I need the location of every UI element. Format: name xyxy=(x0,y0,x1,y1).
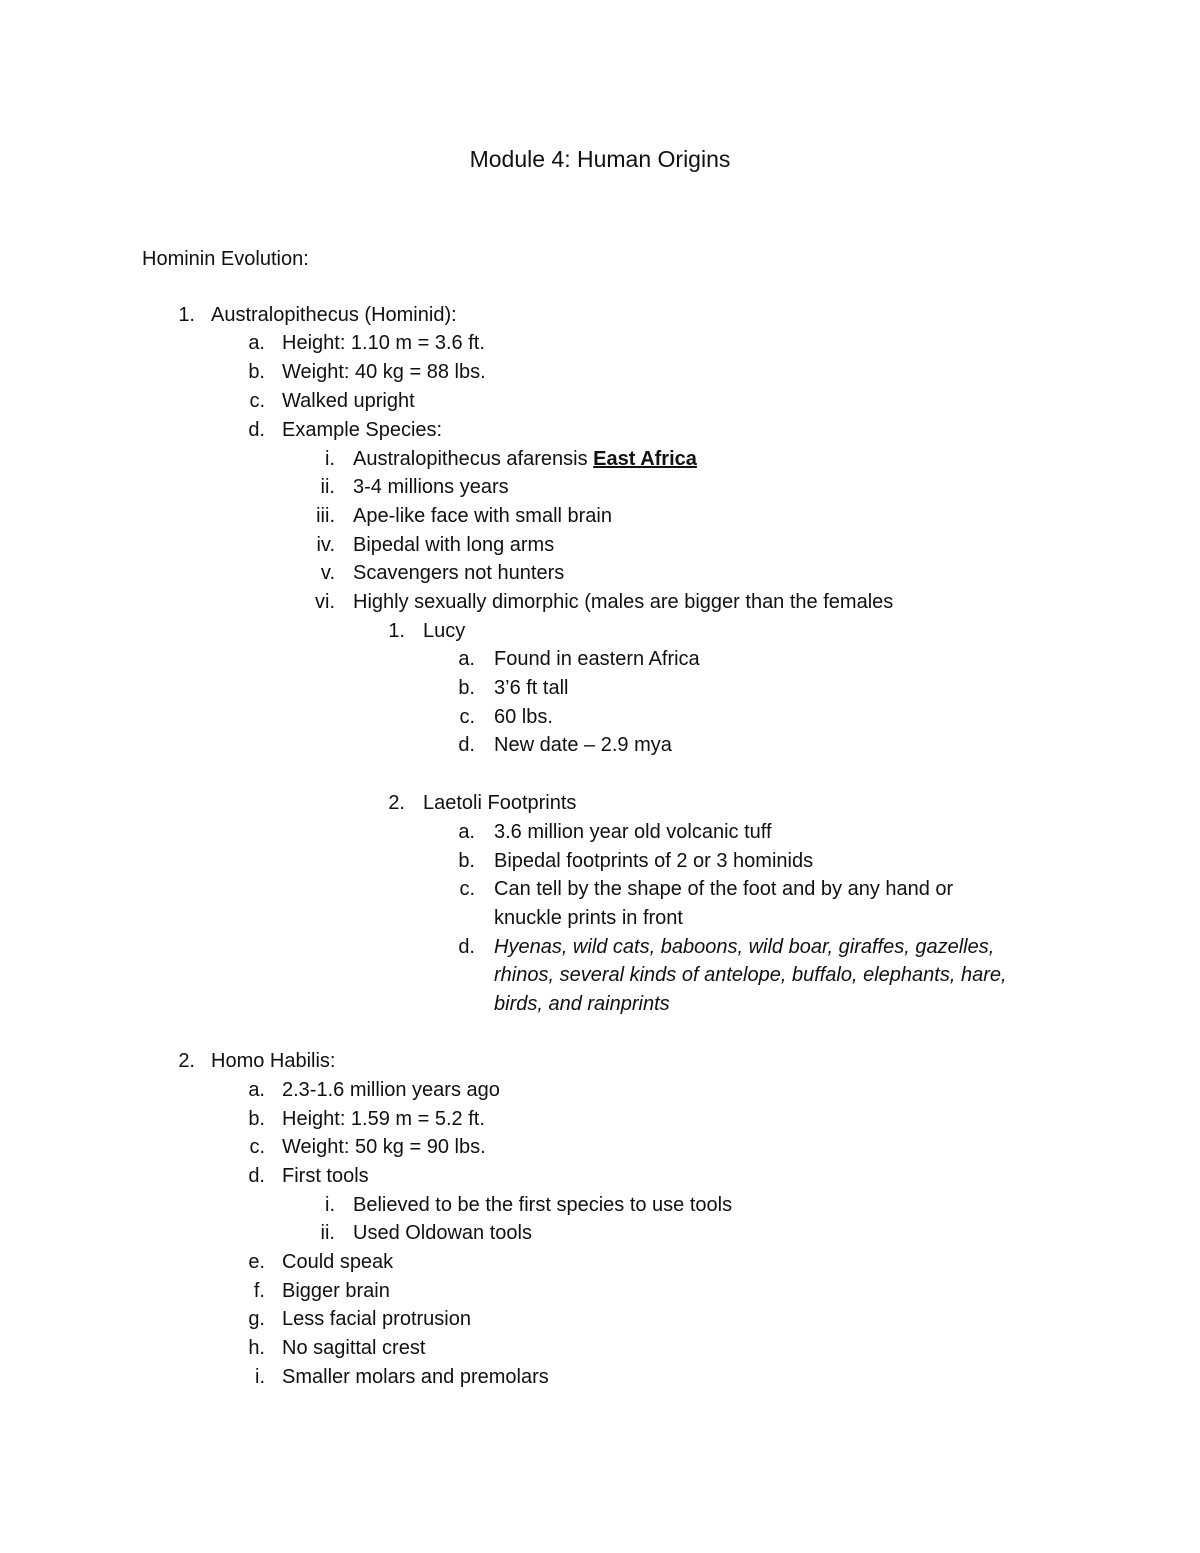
list-text: 2.3-1.6 million years ago xyxy=(282,1079,500,1101)
list-marker: c. xyxy=(249,390,265,412)
list-marker: 2. xyxy=(388,792,405,814)
list-marker: 2. xyxy=(178,1050,195,1072)
list-text: Hyenas, wild cats, baboons, wild boar, giraffes, gazelles, xyxy=(494,936,995,958)
list-text: Height: 1.10 m = 3.6 ft. xyxy=(282,332,485,354)
list-marker: e. xyxy=(248,1251,265,1273)
list-text: Highly sexually dimorphic (males are bigger than the females xyxy=(353,591,894,613)
list-text: Example Species: xyxy=(282,419,443,441)
list-text: knuckle prints in front xyxy=(494,907,683,929)
list-text: 3’6 ft tall xyxy=(494,677,569,699)
list-text: rhinos, several kinds of antelope, buffalo, elephants, hare, xyxy=(494,964,1007,986)
list-marker: i. xyxy=(325,448,335,470)
list-text: Weight: 40 kg = 88 lbs. xyxy=(282,361,486,383)
list-text: Ape-like face with small brain xyxy=(353,505,612,527)
list-marker: d. xyxy=(248,1165,265,1187)
list-text: Could speak xyxy=(282,1251,394,1273)
list-text: Australopithecus (Hominid): xyxy=(211,304,457,326)
list-marker: a. xyxy=(458,821,475,843)
list-marker: 1. xyxy=(388,620,405,642)
list-marker: iii. xyxy=(316,505,335,527)
list-text: First tools xyxy=(282,1165,369,1187)
section-heading: Hominin Evolution: xyxy=(142,248,309,270)
list-text: Bipedal with long arms xyxy=(353,534,555,556)
list-text: Height: 1.59 m = 5.2 ft. xyxy=(282,1108,485,1130)
list-text: Walked upright xyxy=(282,390,415,412)
list-marker: b. xyxy=(458,677,475,699)
list-marker: ii. xyxy=(320,476,335,498)
region-emphasis: East Africa xyxy=(593,448,697,470)
list-marker: i. xyxy=(325,1194,335,1216)
list-text: Laetoli Footprints xyxy=(423,792,577,814)
list-text: Bipedal footprints of 2 or 3 hominids xyxy=(494,850,814,872)
list-marker: d. xyxy=(248,419,265,441)
list-text: 60 lbs. xyxy=(494,706,553,728)
list-text: birds, and rainprints xyxy=(494,993,670,1015)
list-marker: a. xyxy=(248,332,265,354)
list-marker: vi. xyxy=(315,591,335,613)
list-text: Found in eastern Africa xyxy=(494,648,700,670)
list-marker: v. xyxy=(320,562,335,584)
list-text: Weight: 50 kg = 90 lbs. xyxy=(282,1136,486,1158)
list-text: Smaller molars and premolars xyxy=(282,1366,549,1388)
list-marker: h. xyxy=(248,1337,265,1359)
list-marker: a. xyxy=(248,1079,265,1101)
list-text: Lucy xyxy=(423,620,466,642)
list-text xyxy=(353,445,697,474)
list-marker: b. xyxy=(248,361,265,383)
list-marker: c. xyxy=(249,1136,265,1158)
list-text: New date – 2.9 mya xyxy=(494,734,672,756)
list-text: Used Oldowan tools xyxy=(353,1222,532,1244)
list-marker: b. xyxy=(248,1108,265,1130)
list-marker: ii. xyxy=(320,1222,335,1244)
list-text: No sagittal crest xyxy=(282,1337,426,1359)
list-text: Bigger brain xyxy=(282,1280,390,1302)
list-marker: 1. xyxy=(178,304,195,326)
list-text: Believed to be the first species to use tools xyxy=(353,1194,733,1216)
list-marker: g. xyxy=(248,1308,265,1330)
list-marker: f. xyxy=(253,1280,265,1302)
list-text: Scavengers not hunters xyxy=(353,562,565,584)
page-title: Module 4: Human Origins xyxy=(469,146,731,172)
species-name: Australopithecus afarensis xyxy=(353,448,588,470)
list-marker: c. xyxy=(459,706,475,728)
list-marker: i. xyxy=(255,1366,265,1388)
list-text: Less facial protrusion xyxy=(282,1308,471,1330)
list-text: Can tell by the shape of the foot and by any hand or xyxy=(494,878,954,900)
list-marker: iv. xyxy=(316,534,335,556)
list-marker: c. xyxy=(459,878,475,900)
list-text: 3.6 million year old volcanic tuff xyxy=(494,821,772,843)
list-marker: b. xyxy=(458,850,475,872)
list-marker: d. xyxy=(458,936,475,958)
list-text: Homo Habilis: xyxy=(211,1050,336,1072)
list-text: 3-4 millions years xyxy=(353,476,509,498)
list-marker: d. xyxy=(458,734,475,756)
list-marker: a. xyxy=(458,648,475,670)
